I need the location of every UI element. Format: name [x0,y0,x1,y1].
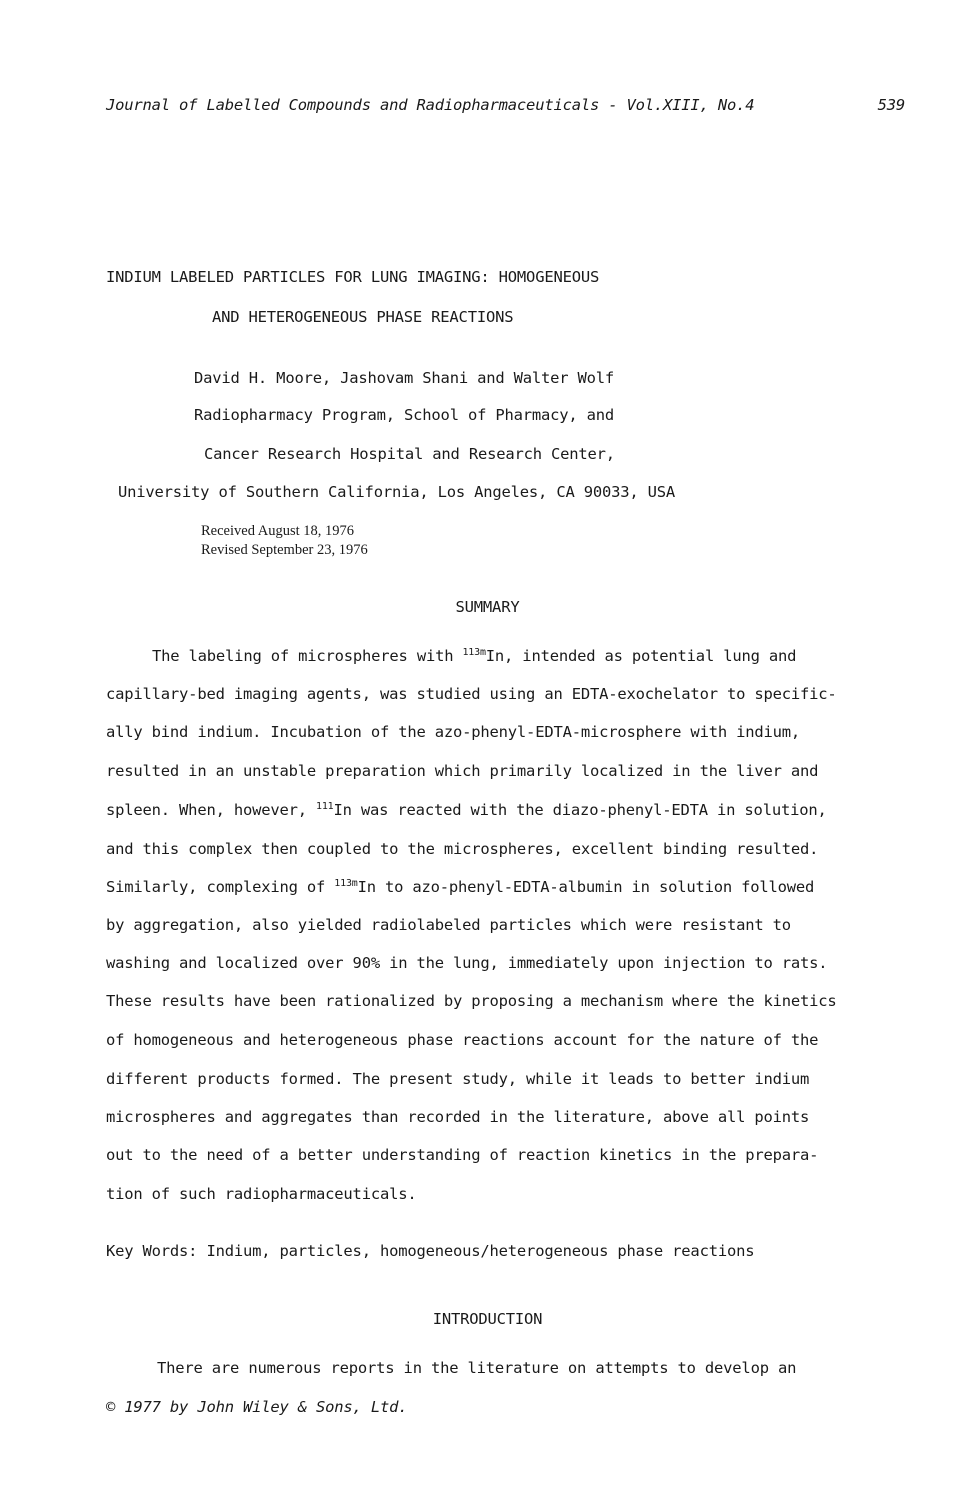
summary-line: and this complex then coupled to the microspheres, excellent binding resulted. [106,840,819,858]
summary-line: different products formed. The present study, while it leads to better indium [106,1070,810,1088]
affiliation-line-3: University of Southern California, Los Angeles, CA 90033, USA [118,483,676,501]
introduction-line: There are numerous reports in the literature on attempts to develop an [157,1359,797,1377]
summary-line: resulted in an unstable preparation which primarily localized in the liver and [106,762,819,780]
summary-line: capillary-bed imaging agents, was studied using an EDTA-exochelator to specific- [106,685,837,703]
summary-line: tion of such radiopharmaceuticals. [106,1185,417,1203]
title-line-1: INDIUM LABELED PARTICLES FOR LUNG IMAGING: HOMOGENEOUS [106,268,600,286]
summary-line: microspheres and aggregates than recorded in the literature, above all points [106,1108,810,1126]
affiliation-line-2: Cancer Research Hospital and Research Center, [204,445,615,463]
summary-line: out to the need of a better understanding of reaction kinetics in the prepara- [106,1146,819,1164]
summary-line: ally bind indium. Incubation of the azo-phenyl-EDTA-microsphere with indium, [106,723,801,741]
summary-line: Similarly, complexing of $^{113m}$In to azo-phenyl-EDTA-albumin in solution followed [106,878,815,896]
page-number: 539 [877,96,905,114]
summary-line: washing and localized over 90% in the lung, immediately upon injection to rats. [106,954,828,972]
affiliation-line-1: Radiopharmacy Program, School of Pharmacy, and [194,406,615,424]
summary-line: spleen. When, however, $^{111}$In was reacted with the diazo-phenyl-EDTA in solution, [106,801,827,819]
authors: David H. Moore, Jashovam Shani and Walter Wolf [194,369,615,387]
summary-line: The labeling of microspheres with $^{113m}$In, intended as potential lung and [152,647,797,665]
title-line-2: AND HETEROGENEOUS PHASE REACTIONS [212,308,514,326]
journal-header: Journal of Labelled Compounds and Radiopharmaceuticals - Vol.XIII, No.4 [106,96,755,114]
summary-line: by aggregation, also yielded radiolabeled particles which were resistant to [106,916,791,934]
introduction-heading: INTRODUCTION [432,1310,543,1328]
summary-line: These results have been rationalized by proposing a mechanism where the kinetics [106,992,837,1010]
copyright-notice: © 1977 by John Wiley & Sons, Ltd. [106,1398,408,1416]
revised-date: Revised September 23, 1976 [201,542,368,558]
summary-heading: SUMMARY [455,598,520,616]
received-date: Received August 18, 1976 [201,523,355,539]
key-words: Key Words: Indium, particles, homogeneous/heterogeneous phase reactions [106,1242,755,1260]
summary-line: of homogeneous and heterogeneous phase reactions account for the nature of the [106,1031,819,1049]
